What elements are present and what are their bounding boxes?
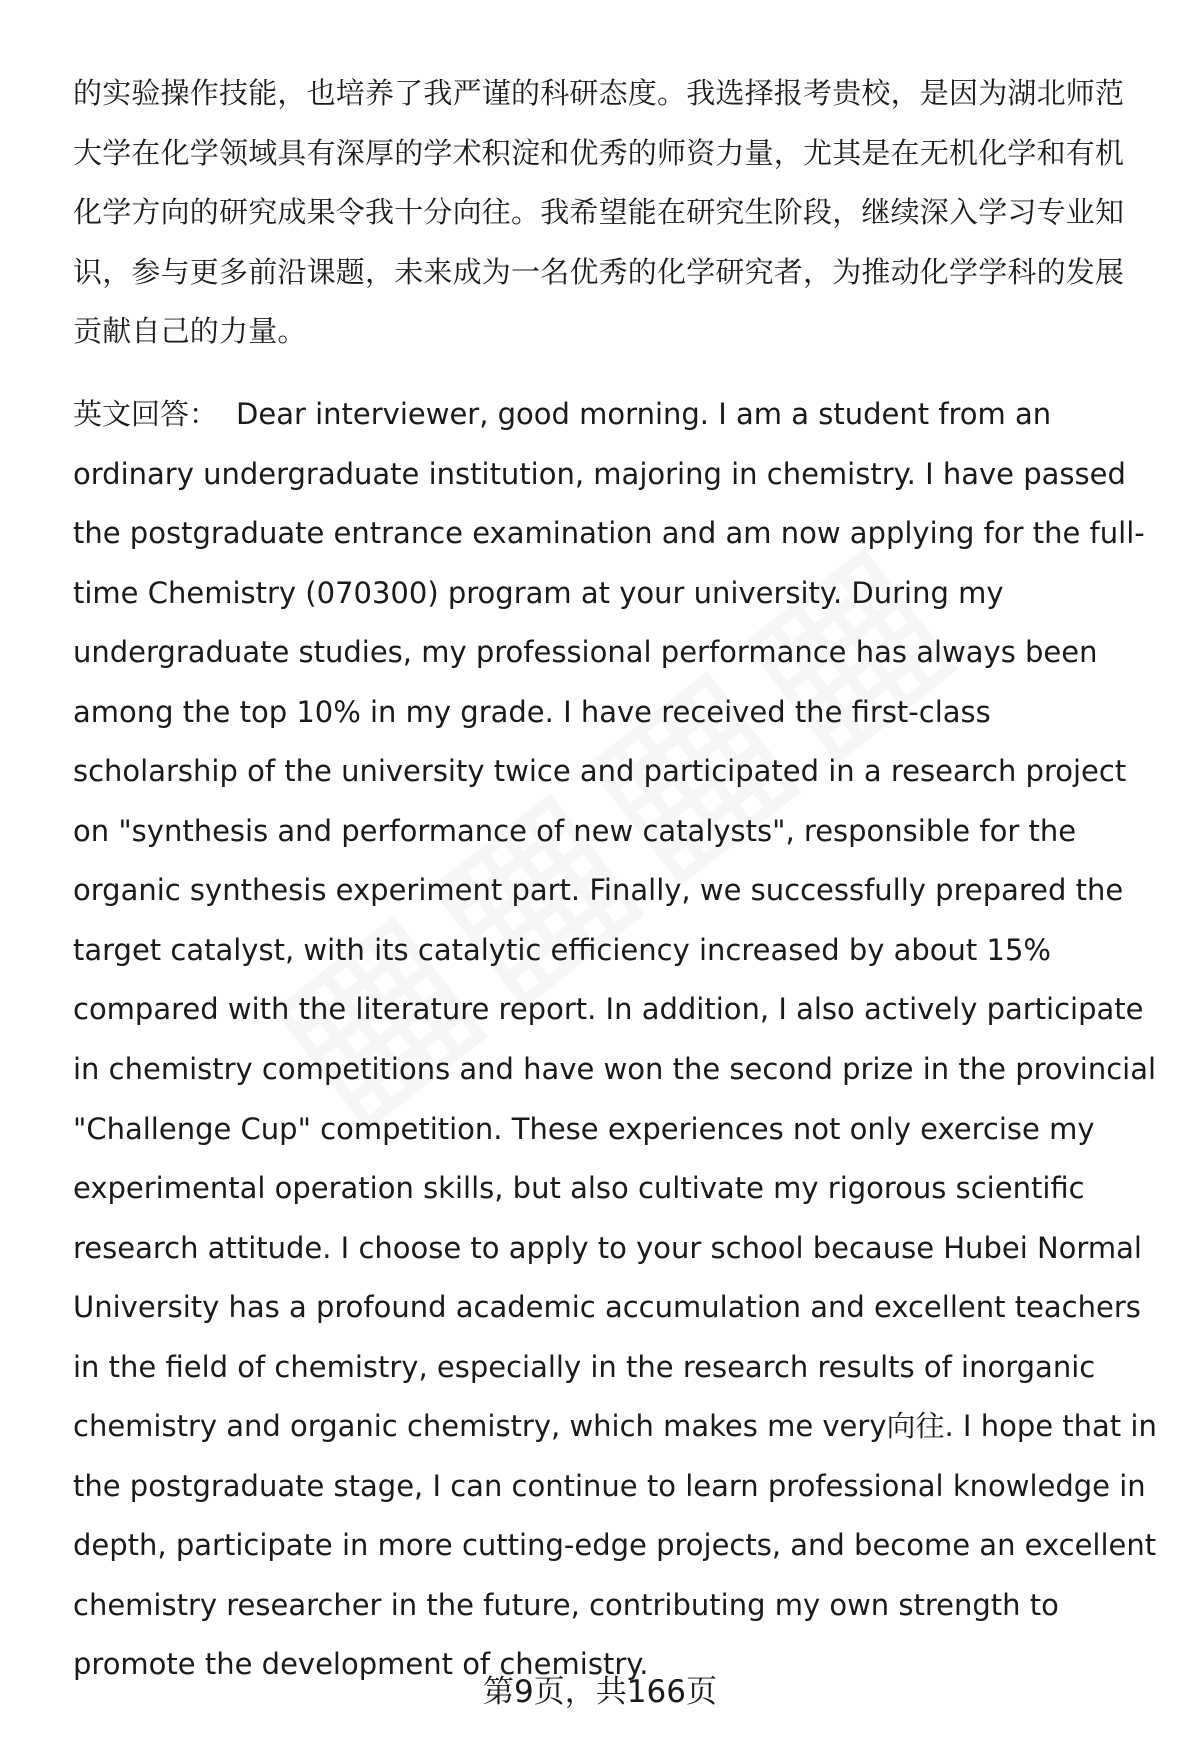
page-number: 第9页，共166页 xyxy=(483,1674,717,1710)
english-answer-paragraph xyxy=(73,385,1163,1695)
english-answer-text: Dear interviewer, good morning. I am a student from an ordinary undergraduate institution, majoring in chemistry. I have passed the postgraduate entrance examination and am now applying for the full-time Chemistry (070300) program at your university. During my undergraduate studies, my professional performance has always been among the top 10% in my grade. I have received the first-class scholarship of the university twice and participated in a research project on "synthesis and performance of new catalysts", responsible for the organic synthesis experiment part. Finally, we successfully prepared the target catalyst, with its catalytic efficiency increased by about 15% compared with the literature report. In addition, I also actively participate in chemistry competitions and have won the second prize in the provincial "Challenge Cup" competition. These experiences not only exercise my experimental operation skills, but also cultivate my rigorous scientific research attitude. I choose to apply to your school because Hubei Normal University has a profound academic accumulation and excellent teachers in the field of chemistry, especially in the research results of inorganic chemistry and organic chemistry, which makes me very向往. I hope that in the postgraduate stage, I can continue to learn professional knowledge in depth, participate in more cutting-edge projects, and become an excellent chemistry researcher in the future, contributing my own strength to promote the development of chemistry. xyxy=(73,397,1157,1682)
english-answer-label: 英文回答： xyxy=(73,397,219,431)
chinese-answer-paragraph: 的实验操作技能，也培养了我严谨的科研态度。我选择报考贵校，是因为湖北师范大学在化学领域具有深厚的学术积淀和优秀的师资力量，尤其是在无机化学和有机化学方向的研究成果令我十分向往。我希望能在研究生阶段，继续深入学习专业知识，参与更多前沿课题，未来成为一名优秀的化学研究者，为推动化学学科的发展贡献自己的力量。 xyxy=(73,76,1125,349)
